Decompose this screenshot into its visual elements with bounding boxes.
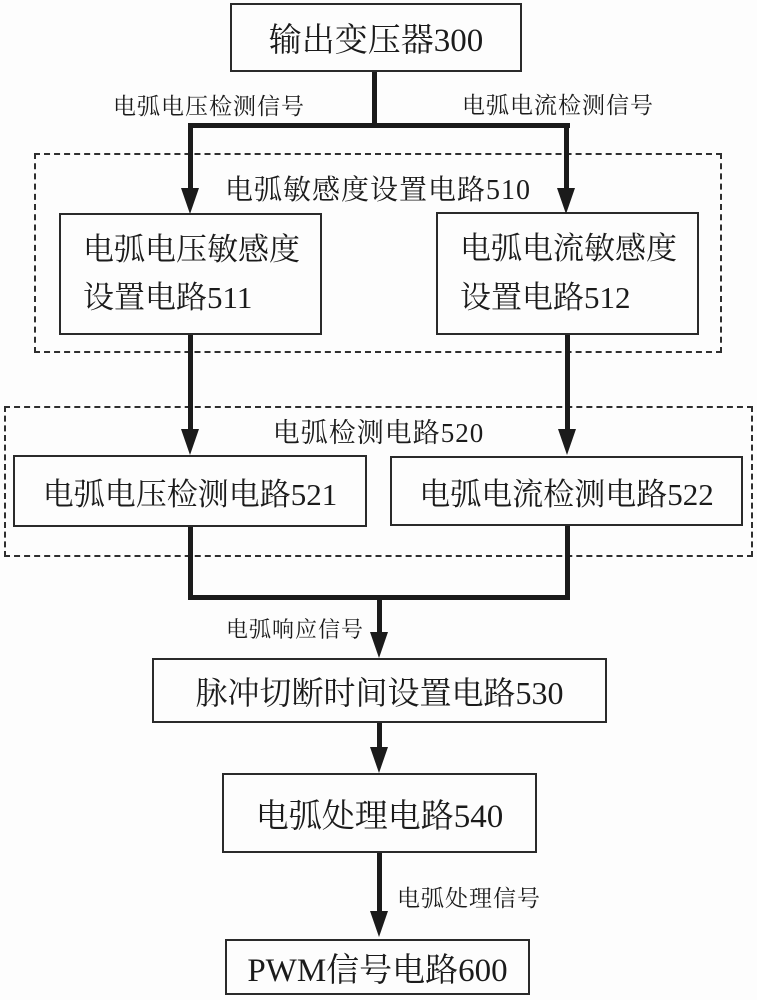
signal-label-arc-response: 电弧响应信号 (226, 617, 365, 642)
wire-transformer-stem (372, 72, 377, 125)
node-arc-current-sensitivity-512 (436, 212, 699, 335)
node-output-transformer-300-label: 输出变压器300 (268, 23, 484, 59)
signal-label-arc-current-detection: 电弧电流检测信号 (462, 93, 654, 118)
signal-label-arc-voltage-detection: 电弧电压检测信号 (113, 94, 305, 119)
node-512-label-line1: 电弧电流敏感度 (460, 231, 677, 267)
node-512-label-line2: 设置电路512 (460, 279, 631, 315)
node-arc-processing-540 (222, 773, 537, 853)
wire-merge-to-530 (377, 598, 382, 634)
node-arc-voltage-sensitivity-511 (59, 213, 322, 335)
wire-512-to-522 (565, 335, 570, 431)
node-530-label: 脉冲切断时间设置电路530 (195, 674, 564, 711)
node-arc-voltage-detection-521 (13, 455, 367, 527)
signal-label-arc-processing: 电弧处理信号 (397, 886, 541, 911)
group-510-title: 电弧敏感度设置电路510 (224, 175, 531, 206)
node-pwm-signal-600 (225, 939, 530, 995)
wire-540-to-600 (377, 853, 382, 913)
node-522-label: 电弧电流检测电路522 (419, 476, 714, 512)
arrowhead-into-511-icon (181, 188, 199, 214)
wire-branch-left (188, 123, 193, 191)
wire-522-down (565, 526, 570, 598)
node-521-label: 电弧电压检测电路521 (42, 476, 338, 512)
arrowhead-into-540-icon (370, 747, 388, 773)
arrowhead-into-512-icon (557, 188, 575, 214)
wire-branch-right (564, 123, 569, 191)
wire-521-down (188, 527, 193, 598)
arrowhead-into-600-icon (370, 911, 388, 937)
group-520-title: 电弧检测电路520 (272, 418, 485, 448)
node-511-label-line2: 设置电路511 (83, 280, 253, 315)
node-511-label-line1: 电弧电压敏感度 (83, 231, 300, 267)
node-arc-current-detection-522 (390, 456, 743, 526)
node-pulse-cutoff-time-530 (152, 658, 607, 723)
wire-split-bar (188, 123, 570, 128)
node-600-label: PWM信号电路600 (247, 952, 508, 989)
node-540-label: 电弧处理电路540 (255, 798, 504, 835)
arrowhead-into-530-icon (370, 632, 388, 658)
arrowhead-into-521-icon (181, 429, 199, 455)
arrowhead-into-522-icon (558, 429, 576, 455)
wire-530-to-540 (377, 723, 382, 749)
wire-511-to-521 (188, 335, 193, 431)
node-output-transformer-300 (230, 3, 522, 72)
